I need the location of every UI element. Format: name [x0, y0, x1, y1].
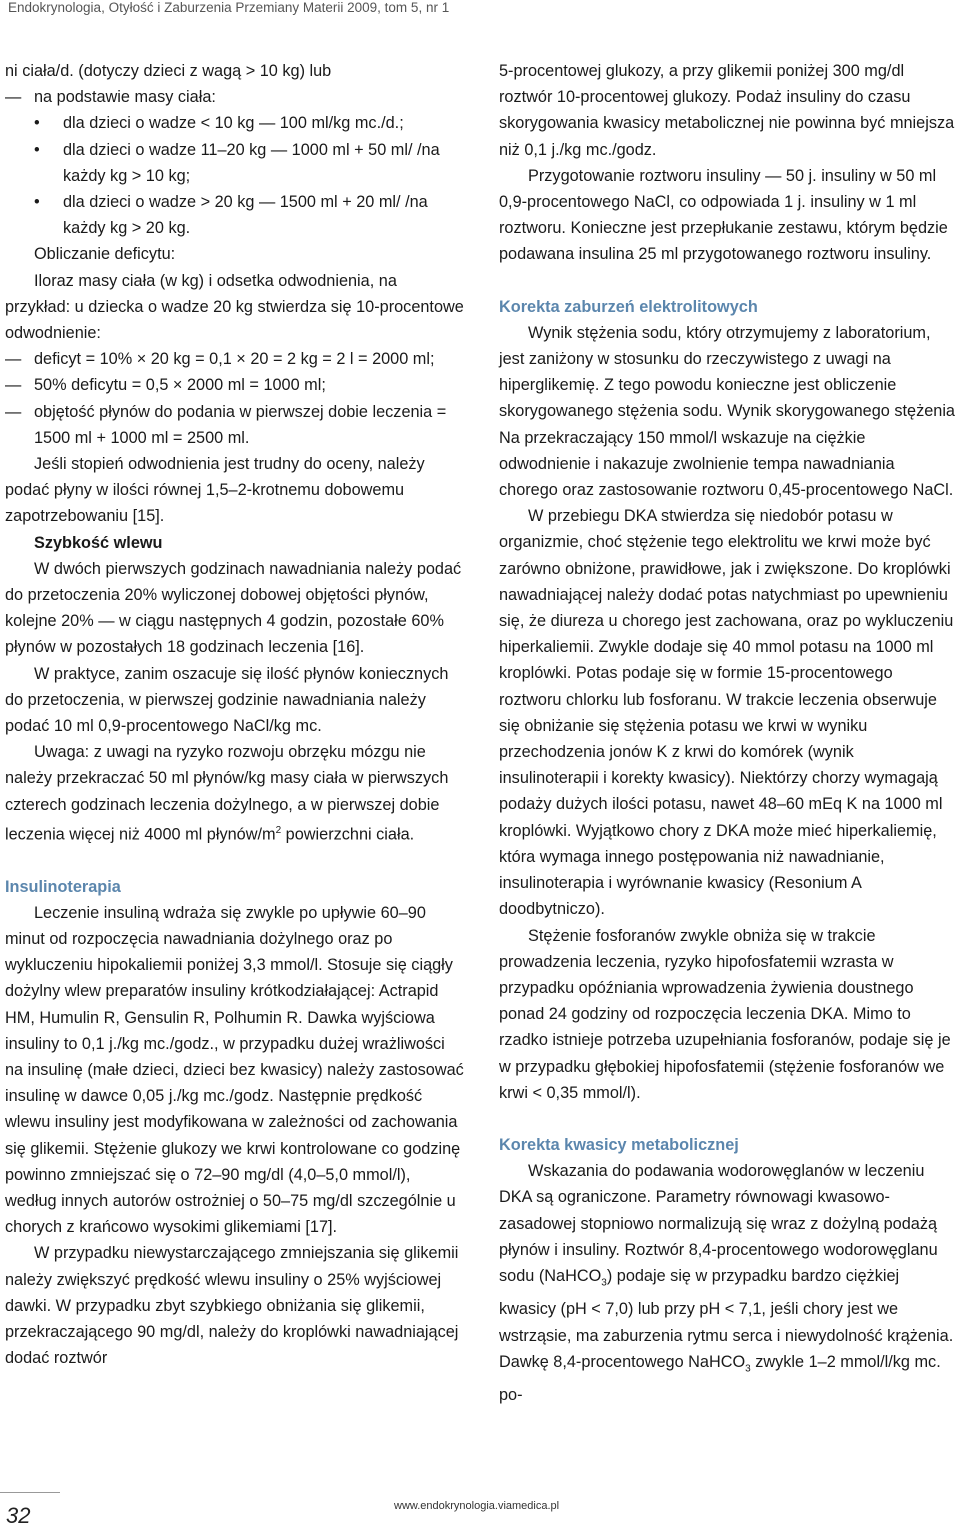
- paragraph: Wynik stężenia sodu, który otrzymujemy z laboratorium, jest zaniżony w stosunku do rzeczywistego z uwagi na hiperglikemię. Z tego powodu konieczne jest obliczenie skorygowanego stężenia sodu. Wynik skorygowanego stężenia Na przekraczający 150 mmol/l wskazuje na ciężkie odwodnienie i nakazuje zwolnienie tempa nawadniania chorego oraz zastosowanie roztworu 0,45-procentowego NaCl.: [499, 323, 955, 500]
- bullet-icon: •: [34, 114, 40, 133]
- list-item: — 50% deficytu = 0,5 × 2000 ml = 1000 ml;: [5, 372, 464, 398]
- footer-url[interactable]: www.endokrynologia.viamedica.pl: [394, 1500, 560, 1512]
- paragraph: Uwaga: z uwagi na ryzyko rozwoju obrzęku mózgu nie należy przekraczać 50 ml płynów/kg masy ciała w pierwszych czterech godzinach leczenia dożylnego, a w pierwszej dobie leczenia więcej niż 4000 ml płynów/$m^2$ powierzchni ciała.: [5, 743, 449, 844]
- right-column: [499, 58, 957, 1408]
- bullet-item: • dla dzieci o wadze < 10 kg — 100 ml/kg mc./d.;: [5, 110, 464, 136]
- paragraph: Obliczanie deficytu:: [34, 245, 176, 264]
- paragraph: W przebiegu DKA stwierdza się niedobór potasu w organizmie, choć stężenie tego elektrolitu we krwi może być zarówno obniżone, prawidłowe, jak i zwiększone. Do kroplówki nawadniającej należy dodać potas natychmiast po upewnieniu się, że diureza u chorego jest zachowana, oraz po wykluczeniu hiperkaliemii. Zwykle dodaje się 40 mmol potasu na 1000 ml kroplówki. Potas podaje się w formie 15-procentowego roztworu chlorku lub fosforanu. W trakcie leczenia obserwuje się obniżanie się stężenia potasu we krwi w wyniku przechodzenia jonów K z krwi do komórek (wynik insulinoterapii i korekty kwasicy). Niektórzy chorzy wymagają podaży dużych ilości potasu, nawet 48–60 mEq K na 1000 ml kroplówki. Wyjątkowo chory z DKA może mieć hiperkaliemię, która wymaga innego postępowania niż nawadnianie, insulinoterapia i wyrównanie kwasicy (Resonium A doodbytniczo).: [499, 507, 954, 919]
- dash-marker: —: [5, 88, 22, 107]
- footer-rule: [0, 1492, 60, 1493]
- bullet-icon: •: [34, 193, 40, 212]
- section-heading: Insulinoterapia: [5, 877, 121, 896]
- bullet-item: • dla dzieci o wadze > 20 kg — 1500 ml + 20 ml/ /na każdy kg > 20 kg.: [5, 189, 464, 241]
- page-number: 32: [6, 1503, 31, 1528]
- paragraph: Przygotowanie roztworu insuliny — 50 j. insuliny w 50 ml 0,9-procentowego NaCl, co odpowiada 1 j. insuliny w 1 ml roztworu. Konieczne jest przepłukanie zestawu, którym będzie podawana insulina 25 ml przygotowanego roztworu insuliny.: [499, 166, 948, 264]
- paragraph: Iloraz masy ciała (w kg) i odsetka odwodnienia, na przykład: u dziecka o wadze 20 kg stwierdza się 10-procentowe odwodnienie:: [5, 271, 464, 343]
- left-column: [5, 58, 464, 1371]
- dash-marker: —: [5, 376, 22, 395]
- bullet-icon: •: [34, 140, 40, 159]
- section-heading: Korekta zaburzeń elektrolitowych: [499, 297, 758, 316]
- paragraph: Stężenie fosforanów zwykle obniża się w trakcie prowadzenia leczenia, ryzyko hipofosfatemii wzrasta w przypadku opóźniania wprowadzenia żywienia doustnego ponad 24 godziny od rozpoczęcia leczenia DKA. Mimo to rzadko istnieje potrzeba uzupełniania fosforanów, podaje się je w przypadku głębokiej hipofosfatemii (stężenie fosforanów we krwi < 0,35 mmol/l).: [499, 926, 951, 1102]
- list-item: — na podstawie masy ciała:: [5, 84, 464, 110]
- list-item: — deficyt = 10% × 20 kg = 0,1 × 20 = 2 kg = 2 l = 2000 ml;: [5, 346, 464, 372]
- list-item: — objętość płynów do podania w pierwszej dobie leczenia = 1500 ml + 1000 ml = 2500 ml.: [5, 399, 464, 451]
- running-header: Endokrynologia, Otyłość i Zaburzenia Przemiany Materii 2009, tom 5, nr 1: [8, 0, 450, 15]
- paragraph: Jeśli stopień odwodnienia jest trudny do oceny, należy podać płyny w ilości równej 1,5–2-krotnemu dobowemu zapotrzebowaniu [15].: [5, 455, 425, 526]
- paragraph: W dwóch pierwszych godzinach nawadniania należy podać do przetoczenia 20% wyliczonej dobowej objętości płynów, kolejne 20% — w ciągu następnych 4 godzin, pozostałe 60% płynów w pozostałych 18 godzinach leczenia [16].: [5, 559, 462, 657]
- paragraph: W przypadku niewystarczającego zmniejszania się glikemii należy zwiększyć prędkość wlewu insuliny o 25% wyjściowej dawki. W przypadku zbyt szybkiego obniżania się glikemii, przekraczającego 90 mg/dl, należy do kroplówki nawadniającej dodać roztwór: [5, 1244, 459, 1368]
- paragraph: ni ciała/d. (dotyczy dzieci z wagą > 10 kg) lub: [5, 62, 332, 80]
- section-heading: Szybkość wlewu: [34, 533, 163, 552]
- dash-marker: —: [5, 350, 22, 369]
- bullet-item: • dla dzieci o wadze 11–20 kg — 1000 ml + 50 ml/ /na każdy kg > 10 kg;: [5, 137, 464, 189]
- paragraph: 5-procentowej glukozy, a przy glikemii poniżej 300 mg/dl roztwór 10-procentowej glukozy. Podaż insuliny do czasu skorygowania kwasicy metabolicznej nie powinna być mniejsza niż 0,1 j./kg mc./godz.: [499, 62, 955, 159]
- paragraph: W praktyce, zanim oszacuje się ilość płynów koniecznych do przetoczenia, w pierwszej godzinie nawadniania należy podać 10 ml 0,9-procentowego NaCl/kg mc.: [5, 664, 449, 736]
- section-heading: Korekta kwasicy metabolicznej: [499, 1135, 739, 1154]
- dash-marker: —: [5, 402, 22, 421]
- paragraph: Leczenie insuliną wdraża się zwykle po upływie 60–90 minut od rozpoczęcia nawadniania dożylnego oraz po wykluczeniu hipokaliemii poniżej 3,3 mmol/l. Stosuje się ciągły dożylny wlew preparatów insuliny krótkodziałającej: Actrapid HM, Humulin R, Gensulin R, Polhumin R. Dawka wyjściowa insuliny to 0,1 j./kg mc./godz., w przypadku dużej wrażliwości na insulinę (małe dzieci, dzieci bez kwasicy) należy zastosować insulinę w dawce 0,05 j./kg mc./godz. Następnie prędkość wlewu insuliny jest modyfikowana w zależności od zachowania się glikemii. Stężenie glukozy we krwi kontrolowane co godzinę powinno zmniejszać się o 72–90 mg/dl (4,0–5,0 mmol/l), według innych autorów ostrożniej o 50–75 mg/dl szczególnie u chorych z krańcowo wysokimi glikemiami [17].: [5, 903, 464, 1237]
- paragraph: Wskazania do podawania wodorowęglanów w leczeniu DKA są ograniczone. Parametry równowagi kwasowo-zasadowej stopniowo normalizują się wraz z dożylną podażą płynów i insuliny. Roztwór 8,4-procentowego wodorowęglanu sodu (NaHCO$_3$) podaje się w przypadku bardzo ciężkiej kwasicy (pH < 7,0) lub przy pH < 7,1, jeśli chory jest we wstrząsie, ma zaburzenia rytmu serca i niewydolność krążenia. Dawkę 8,4-procentowego NaHCO$_3$ zwykle 1–2 mmol/l/kg mc. po-: [499, 1162, 954, 1405]
